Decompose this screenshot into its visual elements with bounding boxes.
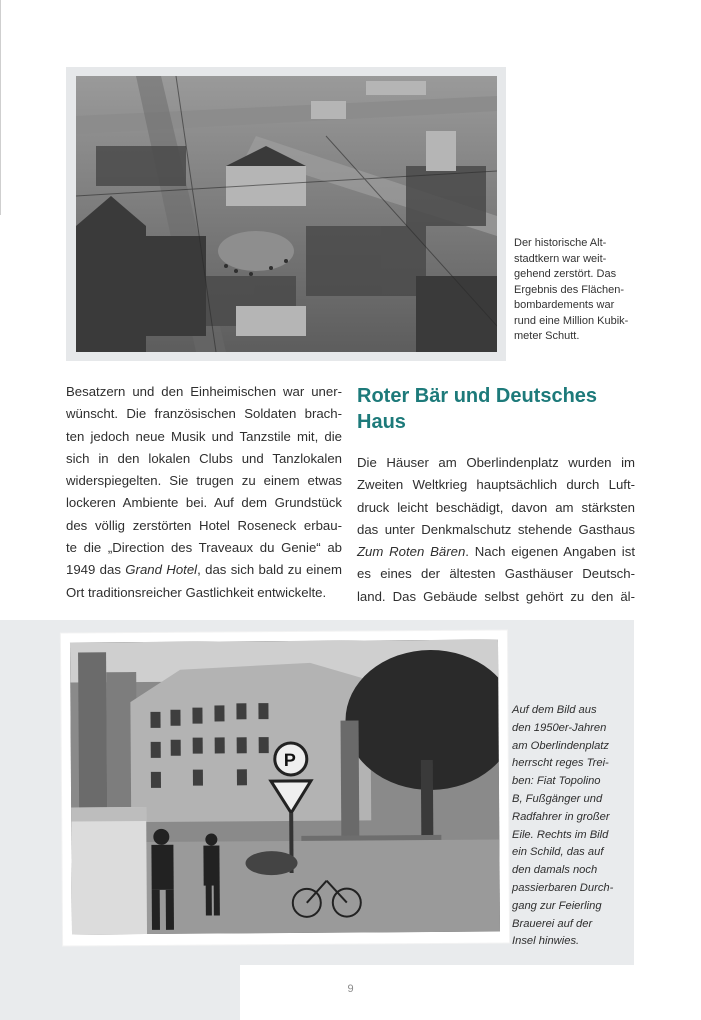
caption-line: Eile. Rechts im Bild xyxy=(512,828,609,841)
bottom-photo-frame xyxy=(61,630,509,945)
caption-line: rund eine Million Kubik- xyxy=(514,314,629,327)
caption-line: Insel hinwies. xyxy=(512,935,580,948)
top-photo-frame xyxy=(66,67,506,361)
caption-line: stadtkern war weit- xyxy=(514,252,607,265)
text-line: des völlig zerstörten Hotel Roseneck erbau- xyxy=(66,517,342,533)
caption-line: passierbaren Durch- xyxy=(512,881,614,894)
page-number: 9 xyxy=(347,983,354,995)
text-line: sich in den lokalen Clubs und Tanzlokalen xyxy=(66,450,342,466)
text-line: Ort traditionsreicher Gastlichkeit entwickelte. xyxy=(66,584,327,600)
top-photo-caption xyxy=(514,236,646,345)
caption-line: gang zur Feierling xyxy=(512,899,602,912)
caption-line: den damals noch xyxy=(512,864,598,877)
heading-line: Haus xyxy=(357,411,406,433)
text-segment: , das sich bald zu einem xyxy=(197,562,342,578)
text-segment: 1949 das xyxy=(66,562,126,578)
caption-line: bombardements war xyxy=(514,299,615,311)
section-heading xyxy=(357,383,647,435)
street-scene-illustration xyxy=(70,640,500,935)
text-line xyxy=(357,541,635,563)
text-line: te die „Direction des Traveaux du Genie“ ab xyxy=(66,540,342,556)
text-line: Die Häuser am Oberlindenplatz wurden im xyxy=(357,455,635,470)
caption-line: herrscht reges Trei- xyxy=(512,757,609,770)
heading-line: Roter Bär und Deutsches xyxy=(357,385,598,407)
text-line xyxy=(66,559,342,581)
caption-line: den 1950er-Jahren xyxy=(512,721,607,734)
caption-line: gehend zerstört. Das xyxy=(514,268,617,280)
caption-line: Auf dem Bild aus xyxy=(512,704,597,716)
caption-line: ein Schild, das auf xyxy=(512,846,604,859)
caption-line: ben: Fiat Topolino xyxy=(512,775,601,788)
text-line: wünscht. Die französischen Soldaten brach- xyxy=(66,406,342,422)
italic-inn-name: Zum Roten Bären xyxy=(357,544,466,560)
right-text-column xyxy=(357,452,635,608)
bottom-photo-caption xyxy=(512,702,622,951)
svg-text:P: P xyxy=(283,749,296,771)
street-scene-photo xyxy=(70,640,500,935)
text-line: Besatzern und den Einheimischen war uner- xyxy=(66,384,342,399)
caption-line: Brauerei auf der xyxy=(512,917,593,930)
caption-line: B, Fußgänger und xyxy=(512,792,603,805)
caption-line: am Oberlindenplatz xyxy=(512,739,610,752)
caption-line: Ergebnis des Flächen- xyxy=(514,283,625,296)
caption-line: meter Schutt. xyxy=(514,330,580,342)
text-line: lockeren Ambiente bei. Auf dem Grundstück xyxy=(66,495,342,511)
aerial-ruins-illustration xyxy=(76,76,497,352)
left-text-column xyxy=(66,381,342,604)
page-edge-rule xyxy=(0,0,1,215)
caption-line: Radfahrer in großer xyxy=(512,810,610,823)
text-line: Zweiten Weltkrieg hauptsächlich durch Luft- xyxy=(357,477,635,493)
italic-hotel-name: Grand Hotel xyxy=(125,562,198,578)
text-line: ten jedoch neue Musik und Tanzstile mit, die xyxy=(66,428,342,444)
text-line: druck leicht beschädigt, davon am stärksten xyxy=(357,499,635,515)
aerial-ruins-photo xyxy=(76,76,497,352)
caption-line: Der historische Alt- xyxy=(514,237,607,249)
text-segment: . Nach eigenen Angaben ist xyxy=(465,544,635,560)
text-line: widerspiegelten. Sie trugen zu einem etwas xyxy=(66,473,342,489)
text-line: es eines der ältesten Gasthäuser Deutsch- xyxy=(357,566,635,582)
text-line: land. Das Gebäude selbst gehört zu den äl- xyxy=(357,588,635,604)
text-line: das unter Denkmalschutz stehende Gasthaus xyxy=(357,521,635,537)
